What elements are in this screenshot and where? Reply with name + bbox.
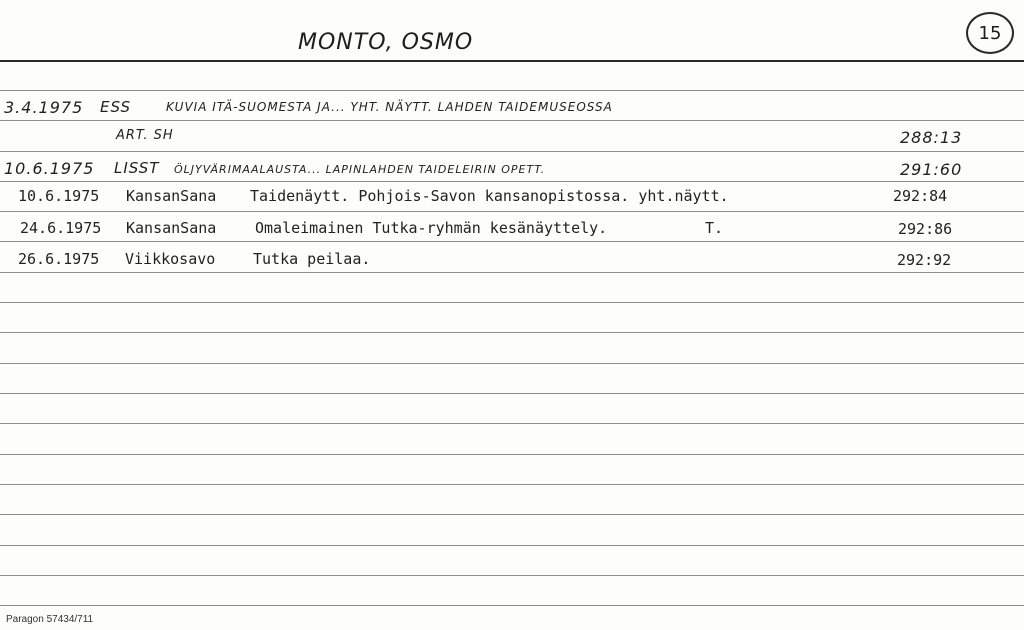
entry-date: 26.6.1975 [18, 250, 100, 268]
ruled-line [0, 605, 1024, 606]
entry-paper: ESS [100, 98, 131, 116]
ruled-line [0, 545, 1024, 546]
entry-ref: 292:84 [893, 187, 948, 205]
ruled-line [0, 302, 1024, 303]
entry-paper: LISST [114, 159, 160, 177]
entry-description: Taidenäytt. Pohjois-Savon kansanopistossa. yht.näytt. [250, 187, 729, 205]
ruled-line [0, 454, 1024, 455]
ruled-line [0, 241, 1024, 242]
entry-description: KUVIA ITÄ-SUOMESTA JA... YHT. NÄYTT. LAHDEN TAIDEMUSEOSSA [166, 100, 613, 114]
ruled-line [0, 151, 1024, 152]
entry-ref: 288:13 [900, 128, 963, 147]
entry-date: 3.4.1975 [4, 98, 84, 117]
entry-description: Tutka peilaa. [253, 250, 371, 268]
entry-ref: 292:92 [897, 251, 952, 269]
entry-continuation: ART. SH [116, 128, 174, 143]
card-name: MONTO, OSMO [298, 30, 474, 55]
entry-paper: KansanSana [126, 187, 217, 205]
ruled-line [0, 181, 1024, 182]
ruled-line [0, 393, 1024, 394]
entry-paper: KansanSana [126, 219, 217, 237]
print-mark: Paragon 57434/711 [6, 614, 94, 625]
ruled-line [0, 272, 1024, 273]
entry-date: 10.6.1975 [18, 187, 100, 205]
entry-note: T. [705, 219, 724, 237]
ruled-line [0, 575, 1024, 576]
ruled-line [0, 90, 1024, 91]
ruled-line [0, 423, 1024, 424]
ruled-line [0, 120, 1024, 121]
ruled-line [0, 332, 1024, 333]
entry-date: 10.6.1975 [4, 159, 95, 178]
card-number: 15 [978, 22, 1002, 44]
card-number-badge [966, 12, 1014, 54]
entry-ref: 292:86 [898, 220, 953, 238]
ruled-line [0, 514, 1024, 515]
ruled-line [0, 484, 1024, 485]
ruled-line [0, 363, 1024, 364]
entry-description: ÖLJYVÄRIMAALAUSTA... LAPINLAHDEN TAIDELEIRIN OPETT. [174, 163, 546, 176]
header-rule [0, 60, 1024, 62]
entry-paper: Viikkosavo [125, 250, 216, 268]
ruled-line [0, 211, 1024, 212]
entry-ref: 291:60 [900, 160, 963, 179]
entry-description: Omaleimainen Tutka-ryhmän kesänäyttely. [255, 219, 608, 237]
entry-date: 24.6.1975 [20, 219, 102, 237]
